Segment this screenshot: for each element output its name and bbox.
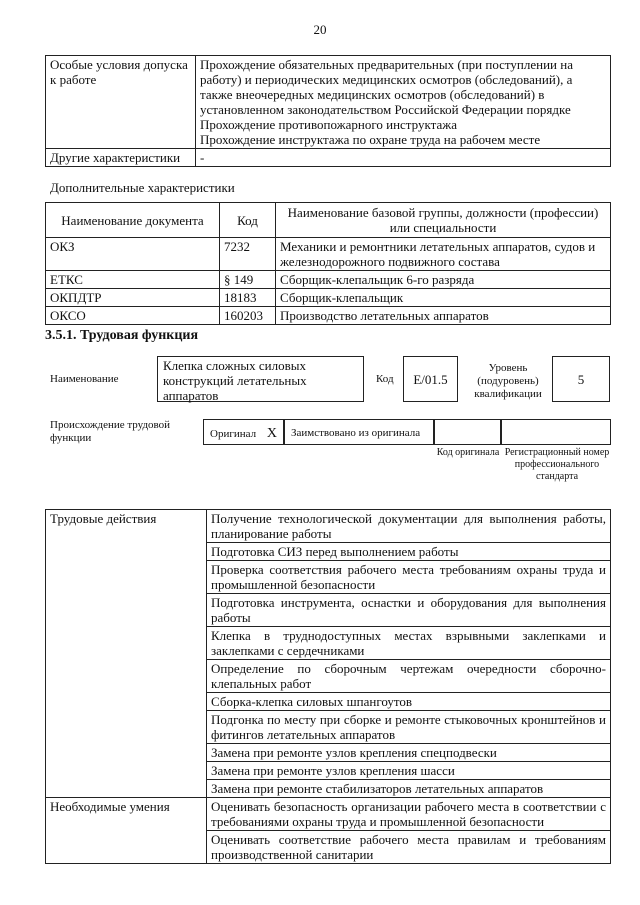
labor-action: Клепка в труднодоступных местах взрывными заклепками и заклепками с сердечниками <box>207 627 611 660</box>
table-cell-label: Особые условия допуска к работе <box>46 56 196 149</box>
table-cell-value: - <box>196 149 611 167</box>
labor-action: Сборка-клепка силовых шпангоутов <box>207 693 611 711</box>
condition-line: Прохождение противопожарного инструктажа <box>200 117 457 132</box>
reg-number-label: Регистрационный номер профессионального стандарта <box>504 447 610 482</box>
column-header: Наименование документа <box>46 203 220 238</box>
additional-caption: Дополнительные характеристики <box>50 180 235 195</box>
original-mark: X <box>266 426 277 441</box>
code-original-label: Код оригинала <box>436 447 500 458</box>
labor-actions-label: Трудовые действия <box>46 510 207 798</box>
table-cell: § 149 <box>220 271 276 289</box>
skill-item: Оценивать безопасность организации рабочего места в соответствии с требованиями охраны труда и промышленной безопасности <box>207 798 611 831</box>
section-title: 3.5.1. Трудовая функция <box>45 328 199 343</box>
labor-table <box>45 509 611 864</box>
function-code-box <box>403 356 458 402</box>
table-cell: 160203 <box>220 307 276 325</box>
skills-label: Необходимые умения <box>46 798 207 864</box>
table-cell: Механики и ремонтники летательных аппаратов, судов и железнодорожного подвижного состава <box>276 238 611 271</box>
function-code: E/01.5 <box>413 372 448 387</box>
labor-action: Подготовка СИЗ перед выполнением работы <box>207 543 611 561</box>
table-cell: ОКЗ <box>46 238 220 271</box>
labor-action: Подгонка по месту при сборке и ремонте стыковочных кронштейнов и фитингов летательных аппаратов <box>207 711 611 744</box>
labor-action: Замена при ремонте стабилизаторов летательных аппаратов <box>207 780 611 798</box>
additional-table <box>45 202 611 325</box>
condition-line: Прохождение обязательных предварительных (при поступлении на работу) и периодических медицинских осмотров (обследований), а также внеочередных медицинских осмотров (обследований) в установленном законодательством Российской Федерации порядке <box>200 57 573 117</box>
table-header-row <box>46 203 611 238</box>
table-cell-value <box>196 56 611 149</box>
table-row <box>46 798 611 831</box>
code-label: Код <box>376 373 394 385</box>
borrowed-box <box>284 419 434 445</box>
borrowed-label: Заимствовано из оригинала <box>291 427 421 439</box>
table-cell: Сборщик-клепальщик 6-го разряда <box>276 271 611 289</box>
name-label: Наименование <box>50 373 119 385</box>
origin-label: Происхождение трудовой функции <box>50 419 171 444</box>
original-label: Оригинал <box>210 428 257 440</box>
labor-action: Проверка соответствия рабочего места требованиям охраны труда и промышленной безопасности <box>207 561 611 594</box>
skill-item: Оценивать соответствие рабочего места правилам и требованиям производственной санитарии <box>207 831 611 864</box>
table-cell: ОКПДТР <box>46 289 220 307</box>
labor-action: Определение по сборочным чертежам очередности сборочно-клепальных работ <box>207 660 611 693</box>
labor-action: Замена при ремонте узлов крепления шасси <box>207 762 611 780</box>
code-original-box <box>434 419 501 445</box>
table-cell: 18183 <box>220 289 276 307</box>
table-row <box>46 56 611 149</box>
function-name: Клепка сложных силовых конструкций летательных аппаратов <box>163 358 307 403</box>
table-row <box>46 149 611 167</box>
table-row <box>46 307 611 325</box>
reg-number-box <box>501 419 611 445</box>
table-cell: Сборщик-клепальщик <box>276 289 611 307</box>
labor-action: Получение технологической документации для выполнения работы, планирование работы <box>207 510 611 543</box>
table-cell: 7232 <box>220 238 276 271</box>
original-box <box>203 419 284 445</box>
column-header: Наименование базовой группы, должности (профессии) или специальности <box>276 203 611 238</box>
table-row <box>46 510 611 543</box>
labor-action: Подготовка инструмента, оснастки и оборудования для выполнения работы <box>207 594 611 627</box>
table-cell: ЕТКС <box>46 271 220 289</box>
table-cell-label: Другие характеристики <box>46 149 196 167</box>
table-row <box>46 238 611 271</box>
table-cell: ОКСО <box>46 307 220 325</box>
table-cell: Производство летательных аппаратов <box>276 307 611 325</box>
labor-action: Замена при ремонте узлов крепления спецподвески <box>207 744 611 762</box>
level-label: Уровень (подуровень) квалификации <box>474 362 542 400</box>
page-number: 20 <box>313 22 327 37</box>
table-row <box>46 289 611 307</box>
function-name-box <box>157 356 364 402</box>
level-value: 5 <box>577 372 585 387</box>
column-header: Код <box>220 203 276 238</box>
table-row <box>46 271 611 289</box>
level-box <box>552 356 610 402</box>
conditions-table <box>45 55 611 167</box>
condition-line: Прохождение инструктажа по охране труда на рабочем месте <box>200 132 541 147</box>
